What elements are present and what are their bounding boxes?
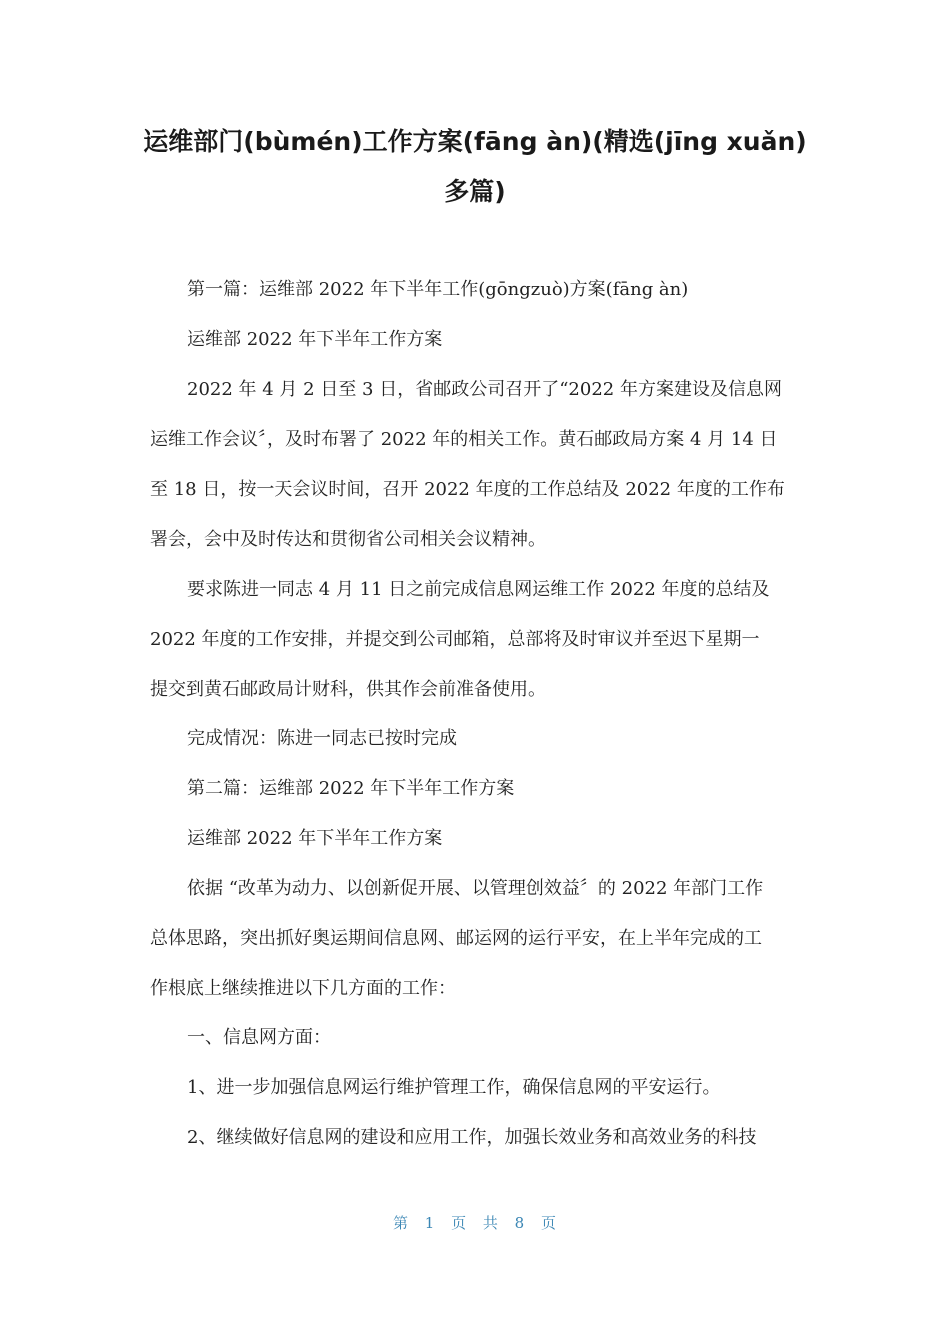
body-line: 至 18 日，按一天会议时间，召开 2022 年度的工作总结及 2022 年度的工作布 (150, 479, 785, 500)
section-heading-2: 第二篇：运维部 2022 年下半年工作方案 (187, 778, 515, 799)
list-item: 1、进一步加强信息网运行维护管理工作，确保信息网的平安运行。 (187, 1077, 721, 1098)
section-heading-1: 第一篇：运维部 2022 年下半年工作(gōngzuò)方案(fāng àn) (187, 279, 689, 300)
list-item: 2、继续做好信息网的建设和应用工作，加强长效业务和高效业务的科技 (187, 1127, 757, 1148)
body-line: 运维工作会议〞，及时布署了 2022 年的相关工作。黄石邮政局方案 4 月 14 日 (150, 429, 778, 450)
subtitle-1: 运维部 2022 年下半年工作方案 (187, 329, 443, 350)
body-line: 2022 年 4 月 2 日至 3 日，省邮政公司召开了“2022 年方案建设及信息网 (187, 379, 782, 400)
body-line: 作根底上继续推进以下几方面的工作： (150, 978, 456, 999)
page-number-footer: 第 1 页 共 8 页 (393, 1214, 557, 1232)
body-line: 署会，会中及时传达和贯彻省公司相关会议精神。 (150, 529, 546, 550)
document-title-line-1: 运维部门(bùmén)工作方案(fāng àn)(精选(jīng xuǎn) (143, 127, 807, 156)
body-line: 2022 年度的工作安排，并提交到公司邮箱，总部将及时审议并至迟下星期一 (150, 629, 760, 650)
document-title-line-2: 多篇) (444, 177, 506, 206)
status-line: 完成情况：陈进一同志已按时完成 (187, 728, 457, 749)
body-line: 提交到黄石邮政局计财科，供其作会前准备使用。 (150, 679, 546, 700)
body-line: 总体思路，突出抓好奥运期间信息网、邮运网的运行平安，在上半年完成的工 (150, 928, 762, 949)
subtitle-2: 运维部 2022 年下半年工作方案 (187, 828, 443, 849)
list-heading: 一、信息网方面： (187, 1027, 331, 1048)
body-line: 依据 “改革为动力、以创新促开展、以管理创效益〞的 2022 年部门工作 (187, 878, 764, 899)
body-line: 要求陈进一同志 4 月 11 日之前完成信息网运维工作 2022 年度的总结及 (187, 579, 770, 600)
